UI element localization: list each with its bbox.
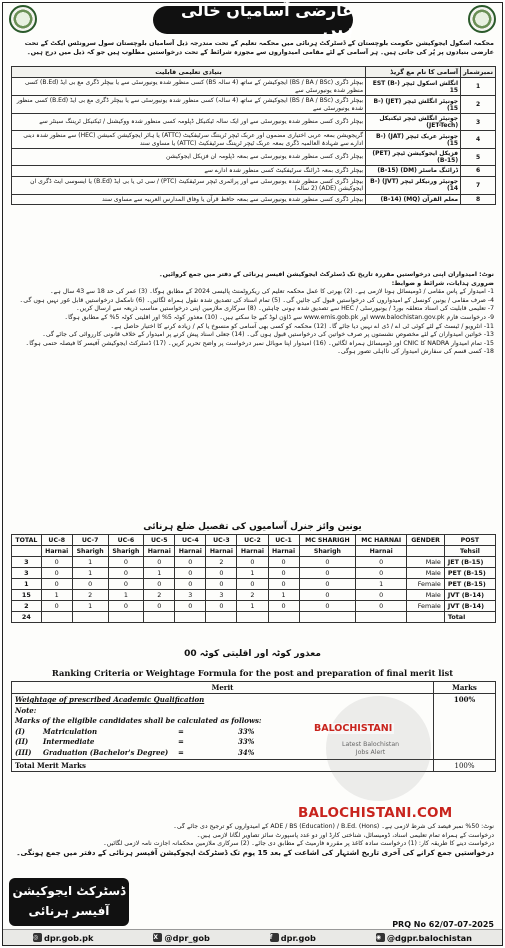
distribution-cell: 0 xyxy=(175,557,206,568)
distribution-row xyxy=(12,590,496,601)
distribution-gender: Male xyxy=(407,590,445,601)
posts-header-name: آسامی کا نام مع گریڈ xyxy=(366,67,461,78)
distribution-cell: 0 xyxy=(41,557,72,568)
distribution-header: UC-3 xyxy=(206,535,237,546)
distribution-cell: 0 xyxy=(206,568,237,579)
distribution-title: یونین وائز جنرل آسامیوں کی تفصیل ضلع ہرنائی xyxy=(143,522,362,532)
distribution-cell: 3 xyxy=(12,557,42,568)
criteria-number: (I) xyxy=(15,726,25,736)
distribution-cell: 2 xyxy=(12,601,42,612)
distribution-cell: 0 xyxy=(268,568,299,579)
procedure-line: نوٹ: 50% نمبر فیصد کی شرط لازمی ہے۔ ADE / BS (Education) / B.Ed. (Hons) کے امیدواروں کو ترجیح دی جائے گی۔ xyxy=(173,823,494,830)
distribution-cell: 1 xyxy=(144,568,175,579)
post-qualification: بیچلر ڈگری (BS / BA / BSc) ایجوکیشن کے ساتھ (4 سالہ BS) کسی منظور شدہ یونیورسٹی سے یا بیچلر ڈگری مع بی ایڈ (B.Ed) کسی منظور شدہ یونیورسٹی سے xyxy=(12,78,366,96)
post-name: فزیکل ایجوکیشن ٹیچر (PET) (B-15) xyxy=(366,149,461,166)
distribution-cell xyxy=(356,612,407,623)
posts-header-qualification: بنیادی تعلیمی قابلیت xyxy=(12,67,366,78)
footer-link[interactable] xyxy=(33,933,93,943)
posts-row xyxy=(12,78,496,96)
distribution-cell: 2 xyxy=(206,557,237,568)
page-title: عارضی آسامیاں خالی ہیں xyxy=(153,6,353,34)
government-seal-logo xyxy=(468,5,496,33)
footer-link[interactable] xyxy=(153,933,209,943)
distribution-header: MC SHARIGH xyxy=(299,535,356,546)
distribution-cell: 0 xyxy=(356,590,407,601)
signature-line-1: ڈسٹرکٹ ایجوکیشن xyxy=(12,884,126,898)
distribution-subheader: Sharigh xyxy=(299,546,356,557)
distribution-cell: 0 xyxy=(299,579,356,590)
note-line: 11- انٹرویو / ٹیسٹ کے لئے کوئی ٹی اے / ڈی اے نہیں دیا جائے گا۔ (12) محکمہ کو کسی بھی آسامی کو منسوخ یا کم / زیادہ کرنے کا اختیار حاصل ہے۔ xyxy=(110,322,494,330)
distribution-cell: 1 xyxy=(41,590,72,601)
distribution-cell: 0 xyxy=(299,557,356,568)
note-line: 1- امیدوار کے پاس مقامی / ڈومیسائل ہونا لازمی ہے۔ (2) بھرتی کا عمل محکمہ تعلیم کی ریکروٹمنٹ پالیسی 2024 کے مطابق ہوگا۔ (3) عمر کی حد 18 سے 43 سال ہے۔ xyxy=(49,288,494,296)
distribution-cell: 0 xyxy=(237,579,268,590)
posts-header-no: نمبرشمار xyxy=(461,67,496,78)
distribution-cell xyxy=(268,612,299,623)
distribution-cell xyxy=(299,612,356,623)
distribution-header: UC-7 xyxy=(72,535,108,546)
total-merit-label: Total Merit Marks xyxy=(12,760,434,772)
distribution-subheader: Sharigh xyxy=(108,546,144,557)
note-line: 4- صرف مقامی / یونین کونسل کے امیدواروں کی درخواستیں قبول کی جائیں گی۔ (5) تمام اسناد کی تصدیق شدہ نقول ہمراہ لگائیں۔ (6) نامکمل درخواستیں قابل غور نہیں ہوں گی۔ xyxy=(19,296,494,304)
footer-social-bar xyxy=(3,929,502,945)
distribution-subheader: Sharigh xyxy=(72,546,108,557)
post-number: 6 xyxy=(461,166,496,177)
marks-header: Marks xyxy=(434,682,496,694)
criteria-percent: 33% xyxy=(238,737,255,746)
post-name: جونیئر انگلش ٹیچر ٹیکنیکل (JET-Tech) xyxy=(366,114,461,131)
distribution-cell: 0 xyxy=(108,557,144,568)
post-name: جونیئر عربک ٹیچر (JAT) (B-15) xyxy=(366,131,461,149)
distribution-post: JET (B-15) xyxy=(444,557,495,568)
distribution-subheader: Tehsil xyxy=(444,546,495,557)
distribution-cell: 0 xyxy=(206,601,237,612)
distribution-gender: Male xyxy=(407,568,445,579)
note-line: 9- درخواست فارم www.balochistan.gov.pk اور www.emis.gob.pk سے ڈاؤن لوڈ کیے جا سکتے ہیں۔ (10) معذور کوٹہ 5% اور اقلیتی کوٹہ 5% کے مطابق ہوگا۔ xyxy=(64,313,494,321)
distribution-header: UC-6 xyxy=(108,535,144,546)
distribution-post: JVT (B-14) xyxy=(444,590,495,601)
distribution-cell: 0 xyxy=(356,557,407,568)
note-line: 18- کسی قسم کی سفارش امیدوار کی نااہلی تصور ہوگی۔ xyxy=(337,348,494,356)
distribution-header: GENDER xyxy=(407,535,445,546)
criteria-number: (II) xyxy=(15,737,29,746)
distribution-header: UC-5 xyxy=(144,535,175,546)
distribution-cell: 0 xyxy=(206,579,237,590)
post-qualification: بیچلر ڈگری کسی منظور شدہ یونیورسٹی سے اور پرائمری ٹیچر سرٹیفکیٹ (PTC) / سی ٹی یا بی ایڈ (B.Ed) یا ایسوسی ایٹ ڈگری ان ایجوکیشن (ADE) (2 سالہ) xyxy=(12,176,366,194)
post-qualification: بیچلر ڈگری کسی منظور شدہ یونیورسٹی سے بمعہ ڈپلومہ ان فزیکل ایجوکیشن xyxy=(12,149,366,166)
distribution-cell: 15 xyxy=(12,590,42,601)
distribution-post: PET (B-15) xyxy=(444,579,495,590)
watermark xyxy=(298,696,458,821)
posts-row xyxy=(12,96,496,114)
signature-line-2: آفیسر ہرنائی xyxy=(28,904,110,918)
distribution-cell: 0 xyxy=(356,568,407,579)
globe-icon: ◎ xyxy=(33,933,42,942)
watermark-sub-line-1: Latest Balochistan xyxy=(342,741,400,748)
criteria-equals: = xyxy=(178,737,184,746)
posts-row xyxy=(12,131,496,149)
marks-rule: Marks of the eligible candidates shall be calculated as follows: xyxy=(15,716,262,725)
watermark-top-text: BALOCHISTANI xyxy=(314,723,393,734)
criteria-label: Matriculation xyxy=(43,726,98,736)
distribution-cell: 0 xyxy=(175,601,206,612)
distribution-gender: Female xyxy=(407,579,445,590)
procedure-line: درخواستیں جمع کرانے کی آخری تاریخ اشتہار کی اشاعت کے بعد 15 یوم تک ڈسٹرکٹ ایجوکیشن آفیسر ہرنائی کے دفتر میں جمع ہونگی۔ xyxy=(16,847,494,857)
distribution-cell: 2 xyxy=(72,590,108,601)
distribution-subheader: Harnai xyxy=(206,546,237,557)
post-qualification: بیچلر ڈگری کسی منظور شدہ یونیورسٹی سے بمعہ حافظ قرآن یا وفاق المدارس العربیہ سے مساوی سند xyxy=(12,194,366,205)
post-number: 5 xyxy=(461,149,496,166)
distribution-cell: 3 xyxy=(12,568,42,579)
signature-block xyxy=(9,878,129,926)
post-number: 1 xyxy=(461,78,496,96)
total-merit-marks: 100% xyxy=(434,760,496,772)
weightage-label: Weightage of prescribed Academic Qualification xyxy=(15,695,205,704)
post-qualification: گریجویشن بمعہ عربی اختیاری مضمون اور عربک ٹیچر ٹریننگ سرٹیفکیٹ (ATTC) یا ہائر ایجوکیشن کمیشن (HEC) سے منظور شدہ دینی ادارے سے شہادۃ العالمیہ ڈگری بمعہ عربک ٹیچر ٹریننگ سرٹیفکیٹ (ATTC) یا مساوی سند xyxy=(12,131,366,149)
distribution-cell: 0 xyxy=(144,579,175,590)
footer-link-text: dpr.gob xyxy=(280,932,316,943)
distribution-subheader xyxy=(12,546,42,557)
distribution-cell xyxy=(41,612,72,623)
criteria-percent: 34% xyxy=(238,747,255,757)
distribution-subheader: Harnai xyxy=(356,546,407,557)
distribution-header: POST xyxy=(444,535,495,546)
ranking-title: Ranking Criteria or Weightage Formula for the post and preparation of final merit list xyxy=(51,668,454,678)
post-name: ڈرائنگ ماسٹر (DM) (B-15) xyxy=(366,166,461,177)
distribution-subheader: Harnai xyxy=(41,546,72,557)
distribution-cell: 1 xyxy=(268,590,299,601)
intro-paragraph: محکمہ اسکول ایجوکیشن حکومت بلوچستان کے ڈسٹرکٹ ہرنائی میں محکمہ تعلیم کے تحت مندرجہ ذیل آسامیاں بلوچستان سول سرونٹس ایکٹ کے تحت عارضی بنیادوں پر پُر کی جانی ہیں۔ ہر آسامی کے لئے مقامی امیدواروں سے مجوزہ شرائط کے تحت درخواستیں مطلوب ہیں جو کہ ذیل میں درج ہیں۔ xyxy=(24,39,494,56)
distribution-header: UC-4 xyxy=(175,535,206,546)
distribution-cell: 24 xyxy=(12,612,42,623)
distribution-subheader: Harnai xyxy=(237,546,268,557)
post-name: انگلش اسکول ٹیچر (EST (B-15 xyxy=(366,78,461,96)
prq-number: PRQ No 62/07-07-2025 xyxy=(392,920,494,929)
facebook-icon: f xyxy=(270,933,279,942)
distribution-cell: 0 xyxy=(175,579,206,590)
distribution-table xyxy=(11,534,496,623)
distribution-header: UC-2 xyxy=(237,535,268,546)
posts-row xyxy=(12,166,496,177)
weightage-marks: 100% xyxy=(434,694,496,760)
distribution-cell: 3 xyxy=(175,590,206,601)
distribution-header: MC HARNAI xyxy=(356,535,407,546)
note-line: 13- خواتین امیدواران کے لئے مخصوص نشستوں پر صرف خواتین کی درخواستیں قبول ہوں گی۔ (14) جعلی اسناد پیش کرنے پر امیدوار کے خلاف قانونی کارروائی کی جائے گی۔ xyxy=(42,331,494,339)
distribution-post: JVT (B-14) xyxy=(444,601,495,612)
distribution-row xyxy=(12,568,496,579)
criteria-label: Graduation (Bachelor's Degree) xyxy=(43,747,169,757)
criteria-equals: = xyxy=(178,747,184,757)
post-name: جونیئر انگلش ٹیچر (JET) (B-15) xyxy=(366,96,461,114)
criteria-number: (III) xyxy=(15,747,32,757)
posts-row xyxy=(12,176,496,194)
watermark-subtitle xyxy=(342,741,399,757)
distribution-row xyxy=(12,601,496,612)
procedure-line: درخواست دینے کا طریقہ کار: (1) درخواست سادہ کاغذ پر مقررہ فارمیٹ کے مطابق دی جائے۔ (2) سرکاری ملازمین محکمانہ اجازت نامہ لازمی لگائیں۔ xyxy=(103,840,494,848)
distribution-cell xyxy=(175,612,206,623)
government-seal-logo xyxy=(9,5,37,33)
distribution-post: PET (B-15) xyxy=(444,568,495,579)
note-line: ضروری ہدایات، شرائط و ضوابط: xyxy=(391,279,494,287)
distribution-cell: 0 xyxy=(144,557,175,568)
footer-link-text: @dgpr.balochistan xyxy=(386,932,473,943)
distribution-header: UC-8 xyxy=(41,535,72,546)
watermark-sub-line-2: Jobs Alert xyxy=(355,749,386,756)
distribution-cell: 1 xyxy=(356,579,407,590)
distribution-row xyxy=(12,557,496,568)
distribution-cell: 0 xyxy=(356,601,407,612)
post-qualification: بیچلر ڈگری بمعہ ڈرائنگ سرٹیفکیٹ کسی منظور شدہ ادارے سے xyxy=(12,166,366,177)
distribution-cell: 0 xyxy=(144,601,175,612)
advertisement-page xyxy=(2,2,503,946)
distribution-subheader xyxy=(407,546,445,557)
post-qualification: بیچلر ڈگری کسی منظور شدہ یونیورسٹی سے اور ایک سالہ ٹیکنیکل ڈپلومہ کسی منظور شدہ ووکیشنل / ٹیکنیکل ٹریننگ سینٹر سے xyxy=(12,114,366,131)
criteria-equals: = xyxy=(178,726,184,736)
note-label: Note: xyxy=(15,705,37,715)
distribution-cell: 1 xyxy=(12,579,42,590)
distribution-cell: 0 xyxy=(41,579,72,590)
distribution-cell: 0 xyxy=(299,568,356,579)
instructions-notes xyxy=(11,271,494,513)
distribution-cell xyxy=(72,612,108,623)
posts-row xyxy=(12,149,496,166)
distribution-subheader: Harnai xyxy=(268,546,299,557)
posts-table xyxy=(11,66,496,205)
note-line: نوٹ: امیدواران اپنی درخواستیں مقررہ تاریخ تک ڈسٹرکٹ ایجوکیشن آفیسر ہرنائی کے دفتر میں جمع کروائیں۔ xyxy=(158,271,494,278)
criteria-percent: 33% xyxy=(238,726,255,736)
distribution-cell: 0 xyxy=(41,568,72,579)
procedure-line: درخواست کے ہمراہ تمام تعلیمی اسناد، ڈومیسائل، شناختی کارڈ اور دو عدد پاسپورٹ سائز تصاویر لگانا لازمی ہیں۔ xyxy=(196,831,494,839)
distribution-subheader: Harnai xyxy=(144,546,175,557)
distribution-cell: 0 xyxy=(268,557,299,568)
footer-link[interactable] xyxy=(376,933,472,943)
distribution-header: UC-1 xyxy=(268,535,299,546)
distribution-cell: 0 xyxy=(268,601,299,612)
distribution-cell: 2 xyxy=(237,590,268,601)
distribution-cell xyxy=(108,612,144,623)
criteria-label: Intermediate xyxy=(43,737,95,746)
footer-link-text: @dpr_gob xyxy=(164,932,210,943)
post-number: 2 xyxy=(461,96,496,114)
distribution-cell: 0 xyxy=(299,601,356,612)
posts-row xyxy=(12,194,496,205)
distribution-cell xyxy=(144,612,175,623)
distribution-post: Total xyxy=(444,612,495,623)
distribution-cell: 0 xyxy=(108,579,144,590)
distribution-gender: Female xyxy=(407,601,445,612)
header xyxy=(3,3,502,37)
post-number: 8 xyxy=(461,194,496,205)
footer-link-text: dpr.gob.pk xyxy=(43,932,94,943)
post-qualification: بیچلر ڈگری (BS / BA / BSc) ایجوکیشن کے ساتھ (4 سالہ) کسی منظور شدہ یونیورسٹی سے یا بیچلر ڈگری مع بی ایڈ (B.Ed) کسی منظور شدہ یونیورسٹی سے xyxy=(12,96,366,114)
distribution-cell: 1 xyxy=(72,568,108,579)
post-name: معلم القرآن (MQ) (B-14) xyxy=(366,194,461,205)
post-number: 3 xyxy=(461,114,496,131)
distribution-row xyxy=(12,612,496,623)
posts-row xyxy=(12,114,496,131)
distribution-cell: 0 xyxy=(72,579,108,590)
watermark-main-text: BALOCHISTANI.COM xyxy=(298,805,453,821)
distribution-cell: 0 xyxy=(108,601,144,612)
distribution-cell xyxy=(206,612,237,623)
distribution-cell: 0 xyxy=(237,557,268,568)
merit-header: Merit xyxy=(12,682,434,694)
note-line: 15- تمام امیدوار NADRA کا CNIC اور ڈومیسائل ہمراہ لگائیں۔ (16) امیدوار اپنا موبائل نمبر درخواست پر واضح تحریر کریں۔ (17) ڈسٹرکٹ ایجوکیشن آفیسر کا فیصلہ حتمی ہوگا۔ xyxy=(25,339,494,347)
distribution-cell xyxy=(237,612,268,623)
twitter-icon: X xyxy=(153,933,162,942)
note-line: 7- تعلیمی قابلیت کی اسناد متعلقہ بورڈ / یونیورسٹی / HEC سے تصدیق شدہ ہونی چاہئیں۔ (8) سرکاری ملازمین اپنی درخواستیں مناسب ذریعہ سے ارسال کریں۔ xyxy=(76,305,494,313)
distribution-cell: 1 xyxy=(72,601,108,612)
post-number: 7 xyxy=(461,176,496,194)
distribution-header: TOTAL xyxy=(12,535,42,546)
instagram-icon: ◉ xyxy=(376,933,385,942)
distribution-cell: 3 xyxy=(206,590,237,601)
distribution-cell: 1 xyxy=(108,590,144,601)
distribution-cell: 0 xyxy=(108,568,144,579)
distribution-gender xyxy=(407,612,445,623)
distribution-cell: 1 xyxy=(237,568,268,579)
distribution-cell: 2 xyxy=(144,590,175,601)
distribution-cell: 1 xyxy=(72,557,108,568)
quota-heading: معذور کوٹہ اور اقلیتی کوٹہ 00 xyxy=(184,649,321,659)
footer-link[interactable] xyxy=(270,933,316,943)
post-name: جونیئر ورنیکلر ٹیچر (JVT) (B-14) xyxy=(366,176,461,194)
distribution-cell: 1 xyxy=(237,601,268,612)
distribution-cell: 0 xyxy=(268,579,299,590)
distribution-subheader: Harnai xyxy=(175,546,206,557)
distribution-gender: Male xyxy=(407,557,445,568)
distribution-cell: 0 xyxy=(41,601,72,612)
post-number: 4 xyxy=(461,131,496,149)
distribution-row xyxy=(12,579,496,590)
distribution-cell: 0 xyxy=(299,590,356,601)
distribution-cell: 0 xyxy=(175,568,206,579)
